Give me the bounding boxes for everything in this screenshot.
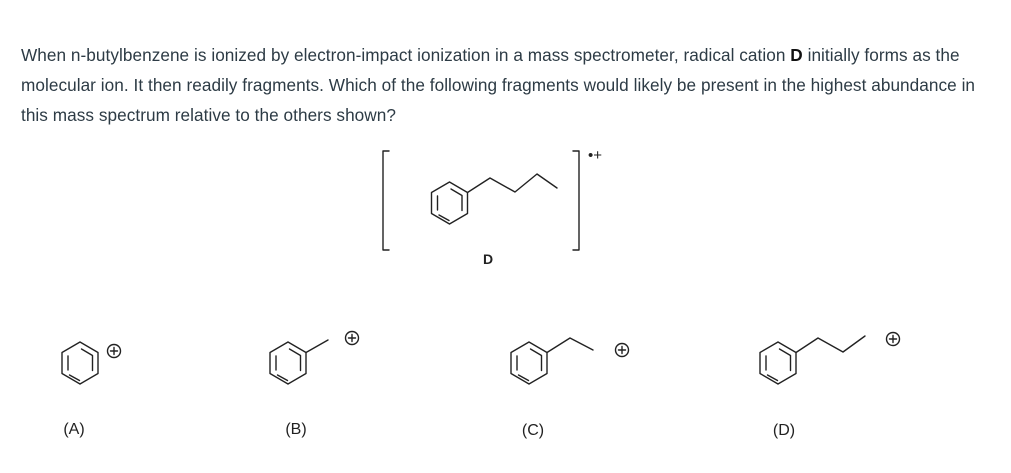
choice-d-structure (760, 333, 900, 385)
choice-b-label: (B) (285, 421, 307, 438)
ring-double-bond (451, 189, 462, 211)
ring-double-bond (70, 375, 80, 381)
butyl-chain (468, 174, 558, 193)
ring-double-bond (768, 375, 778, 381)
ethyl-chain (547, 338, 593, 353)
left-bracket (383, 151, 389, 250)
choice-c-label: (C) (521, 422, 545, 439)
choice-a-label: (A) (63, 421, 85, 438)
question-highlight: D (790, 45, 803, 65)
ring-double-bond (278, 375, 288, 381)
methylene-bond (306, 340, 328, 353)
right-bracket (573, 151, 579, 250)
question-part-2: initially forms as the molecular ion. It then readily fragments. Which of the following fragments would likely be present in the highest abundance in this mass spectrum relative to the others shown? (21, 45, 976, 125)
ring-double-bond (290, 349, 301, 371)
molecular-ion-label: D (482, 251, 494, 267)
choice-d-label: (D) (772, 422, 796, 439)
choice-a-structure (62, 342, 121, 384)
choice-b-structure (270, 332, 359, 385)
ring-double-bond (780, 349, 791, 371)
ring-double-bond (519, 375, 529, 381)
ring-double-bond (439, 215, 449, 221)
molecular-ion-structure (383, 151, 579, 250)
choice-c-structure (511, 338, 629, 384)
molecular-ion-charge: •+ (588, 147, 603, 164)
ring-double-bond (531, 349, 542, 371)
ring-double-bond (82, 349, 93, 371)
question-part-1: When n-butylbenzene is ionized by electron-impact ionization in a mass spectrometer, radical cation (21, 45, 791, 65)
propyl-chain (796, 336, 865, 353)
